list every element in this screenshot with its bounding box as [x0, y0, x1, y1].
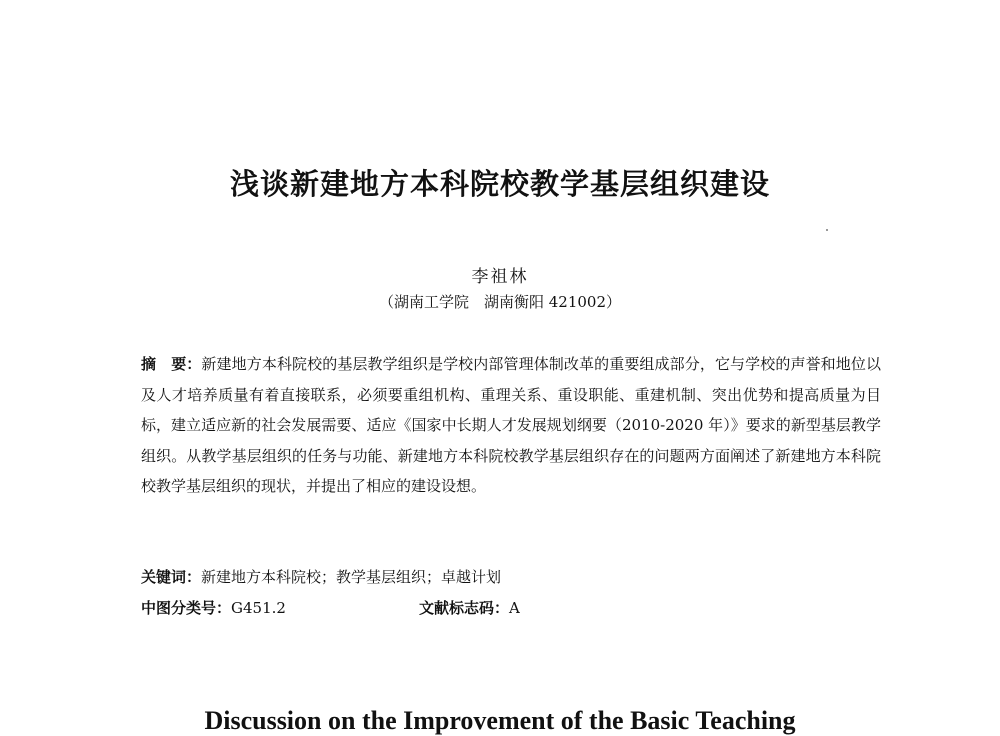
clc-label: 中图分类号： — [141, 599, 232, 617]
abstract-text: 新建地方本科院校的基层教学组织是学校内部管理体制改革的重要组成部分，它与学校的声誉和地位以及人才培养质量有着直接联系，必须要重组机构、重理关系、重设职能、重建机制、突出优势和提高质量为目标，建立适应新的社会发展需要、适应《国家中长期人才发展规划纲要（2010-2020 年）》要求的新型基层教学组织。从教学基层组织的任务与功能、新建地方本科院校教学基层组织存在的问题两方面阐述了新建地方本科院校教学基层组织的现状，并提出了相应的建设设想。 — [141, 355, 881, 495]
abstract — [141, 349, 881, 502]
paper-title: 浅谈新建地方本科院校教学基层组织建设 — [229, 167, 770, 201]
document-code-value: A — [509, 599, 520, 617]
keywords — [141, 566, 501, 587]
clc-number — [141, 597, 419, 618]
classification-line — [141, 597, 881, 618]
keywords-text: 新建地方本科院校；教学基层组织；卓越计划 — [201, 568, 502, 586]
abstract-label: 摘 要： — [141, 355, 202, 373]
clc-value: G451.2 — [231, 599, 286, 617]
author-affiliation: （湖南工学院 湖南衡阳 421002） — [378, 293, 622, 311]
author-name: 李祖林 — [471, 267, 529, 287]
english-title: Discussion on the Improvement of the Basic Teaching — [204, 706, 796, 735]
keywords-label: 关键词： — [141, 568, 202, 586]
document-code-label: 文献标志码： — [419, 599, 510, 617]
document-code — [419, 599, 520, 617]
scan-speck — [826, 229, 828, 231]
